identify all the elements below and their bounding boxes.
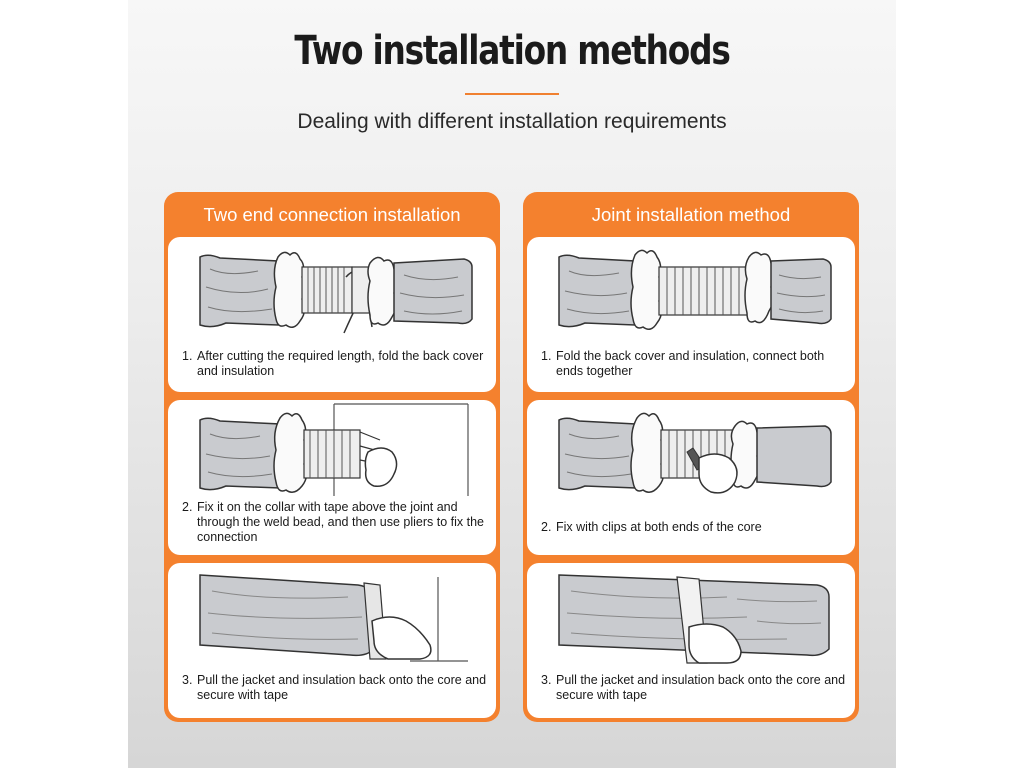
panel-title: Two end connection installation — [203, 204, 461, 225]
step-text — [182, 349, 490, 379]
step-number: 2. — [182, 500, 193, 514]
step-number: 2. — [541, 520, 552, 534]
infographic — [128, 0, 896, 768]
step-description: Fold the back cover and insulation, connect both ends together — [556, 349, 825, 378]
step-card — [527, 237, 855, 392]
step-card — [527, 563, 855, 718]
step-description: Pull the jacket and insulation back onto the core and secure with tape — [197, 673, 487, 702]
step-text — [541, 520, 849, 535]
step-description: Fix with clips at both ends of the core — [556, 520, 762, 534]
step-text — [182, 673, 490, 703]
panel-joint-installation — [523, 192, 859, 722]
step-description: Pull the jacket and insulation back onto the core and secure with tape — [556, 673, 846, 702]
step-text — [182, 500, 490, 545]
step-text — [541, 349, 849, 379]
step-number: 3. — [182, 673, 193, 687]
step-number: 1. — [182, 349, 193, 363]
step-number: 1. — [541, 349, 552, 363]
collar-tape-illustration — [168, 400, 496, 500]
step-card — [168, 237, 496, 392]
step-description: After cutting the required length, fold the back cover and insulation — [197, 349, 484, 378]
jacket-tape-illustration — [168, 563, 496, 669]
panel-two-end-connection — [164, 192, 500, 722]
duct-join-illustration — [527, 237, 855, 347]
page-subtitle: Dealing with different installation requirements — [297, 110, 727, 133]
clip-core-illustration — [527, 400, 855, 500]
duct-fold-back-illustration — [168, 237, 496, 347]
step-number: 3. — [541, 673, 552, 687]
title-underline — [465, 93, 559, 95]
step-card — [168, 563, 496, 718]
step-card — [527, 400, 855, 555]
panel-title: Joint installation method — [591, 204, 791, 225]
step-text — [541, 673, 849, 703]
step-card — [168, 400, 496, 555]
jacket-tape-joint-illustration — [527, 563, 855, 669]
page-title: Two installation methods — [294, 28, 730, 74]
step-description: Fix it on the collar with tape above the joint and through the weld bead, and then use pliers to fix the connection — [197, 500, 484, 544]
